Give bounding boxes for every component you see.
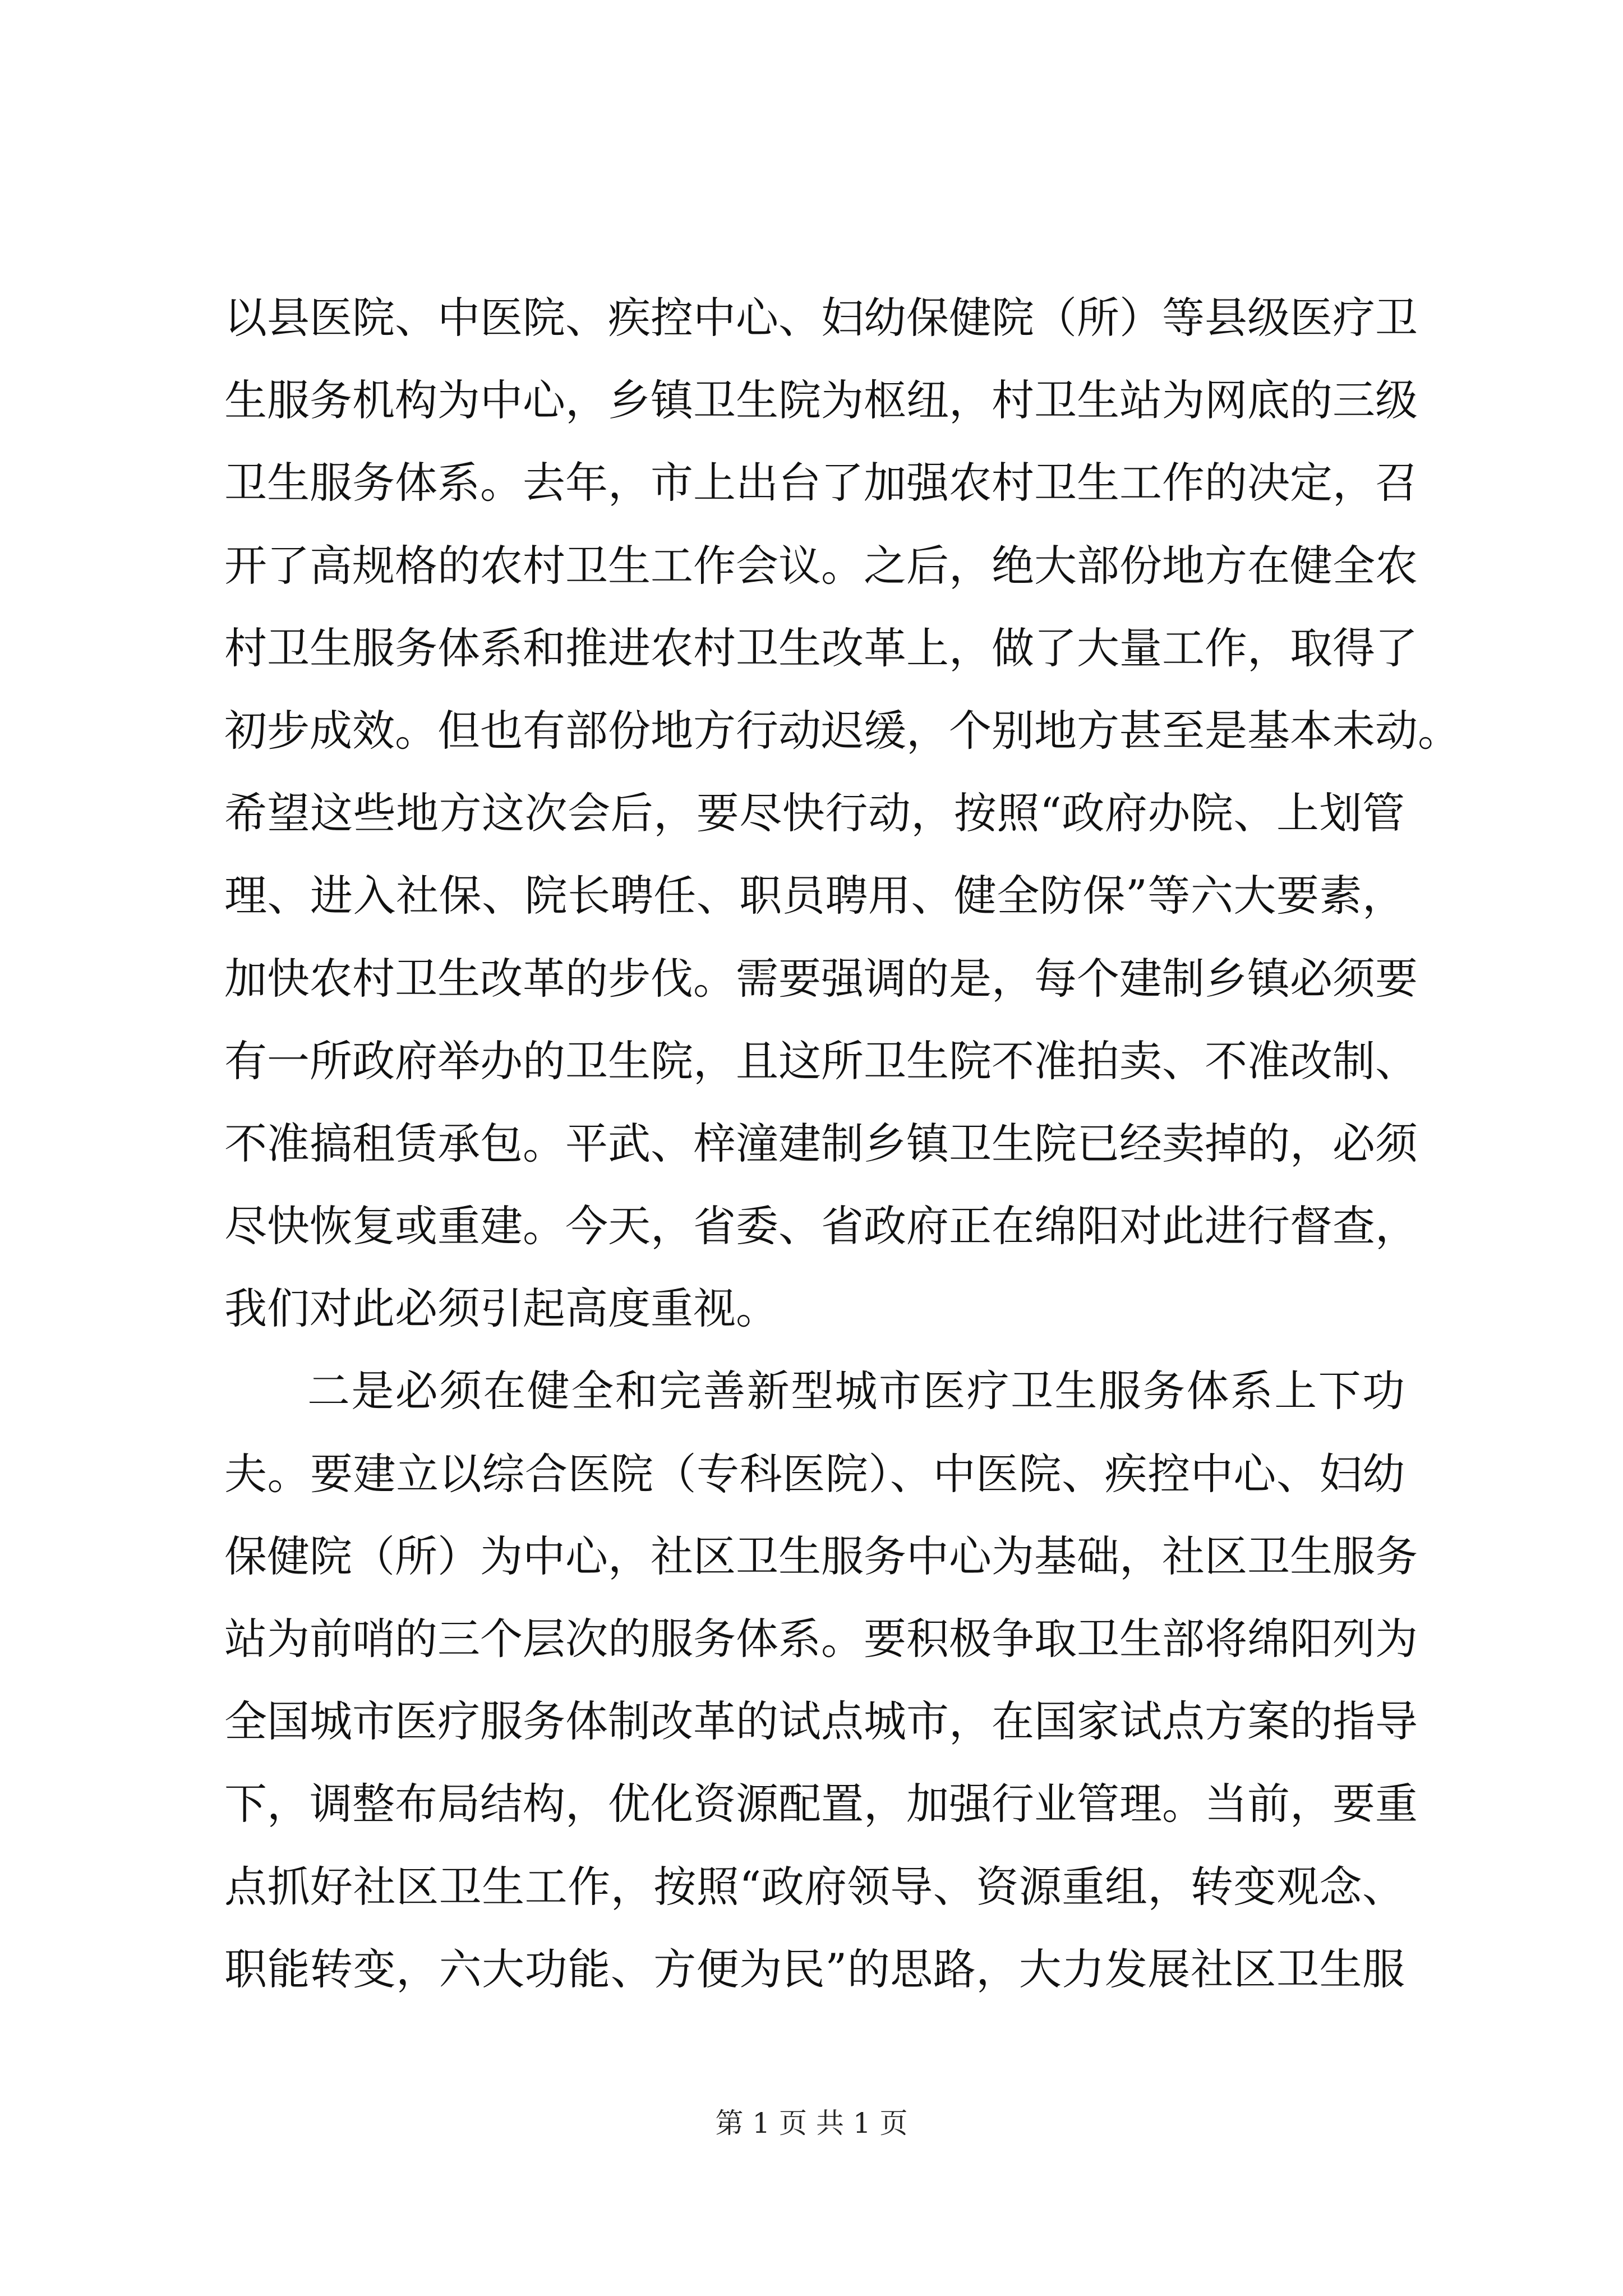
text-line: 村卫生服务体系和推进农村卫生改革上，做了大量工作，取得了 xyxy=(224,623,1418,673)
text-line: 全国城市医疗服务体制改革的试点城市，在国家试点方案的指导 xyxy=(224,1696,1418,1747)
text-line: 职能转变，六大功能、方便为民”的思路，大力发展社区卫生服 xyxy=(224,1944,1405,1994)
text-line: 夫。要建立以综合医院（专科医院）、中医院、疾控中心、妇幼 xyxy=(224,1448,1405,1499)
text-line: 开了高规格的农村卫生工作会议。之后，绝大部份地方在健全农 xyxy=(224,540,1418,591)
text-line: 点抓好社区卫生工作，按照“政府领导、资源重组，转变观念、 xyxy=(224,1861,1405,1912)
page-number-footer: 第 1 页 共 1 页 xyxy=(715,2107,908,2139)
text-line: 不准搞租赁承包。平武、梓潼建制乡镇卫生院已经卖掉的，必须 xyxy=(224,1118,1418,1168)
paragraph-first-line: 二是必须在健全和完善新型城市医疗卫生服务体系上下功 xyxy=(307,1366,1405,1416)
text-line: 尽快恢复或重建。今天，省委、省政府正在绵阳对此进行督查， xyxy=(224,1201,1418,1251)
text-line: 站为前哨的三个层次的服务体系。要积极争取卫生部将绵阳列为 xyxy=(224,1614,1418,1664)
text-line: 以县医院、中医院、疾控中心、妇幼保健院（所）等县级医疗卫 xyxy=(224,293,1418,343)
text-line: 有一所政府举办的卫生院，且这所卫生院不准拍卖、不准改制、 xyxy=(224,1036,1418,1086)
text-line: 卫生服务体系。去年，市上出台了加强农村卫生工作的决定，召 xyxy=(224,458,1418,508)
text-line: 希望这些地方这次会后，要尽快行动，按照“政府办院、上划管 xyxy=(224,788,1405,839)
text-line: 我们对此必须引起高度重视。 xyxy=(224,1283,778,1334)
text-line: 下，调整布局结构，优化资源配置，加强行业管理。当前，要重 xyxy=(224,1779,1418,1829)
text-line: 保健院（所）为中心，社区卫生服务中心为基础，社区卫生服务 xyxy=(224,1531,1418,1581)
document-body xyxy=(224,292,1460,2026)
text-line: 生服务机构为中心，乡镇卫生院为枢纽，村卫生站为网底的三级 xyxy=(224,375,1418,426)
text-line: 理、进入社保、院长聘任、职员聘用、健全防保”等六大要素， xyxy=(224,871,1405,921)
text-line: 初步成效。但也有部份地方行动迟缓，个别地方甚至是基本未动。 xyxy=(224,705,1460,756)
text-line: 加快农村卫生改革的步伐。需要强调的是，每个建制乡镇必须要 xyxy=(224,953,1418,1004)
